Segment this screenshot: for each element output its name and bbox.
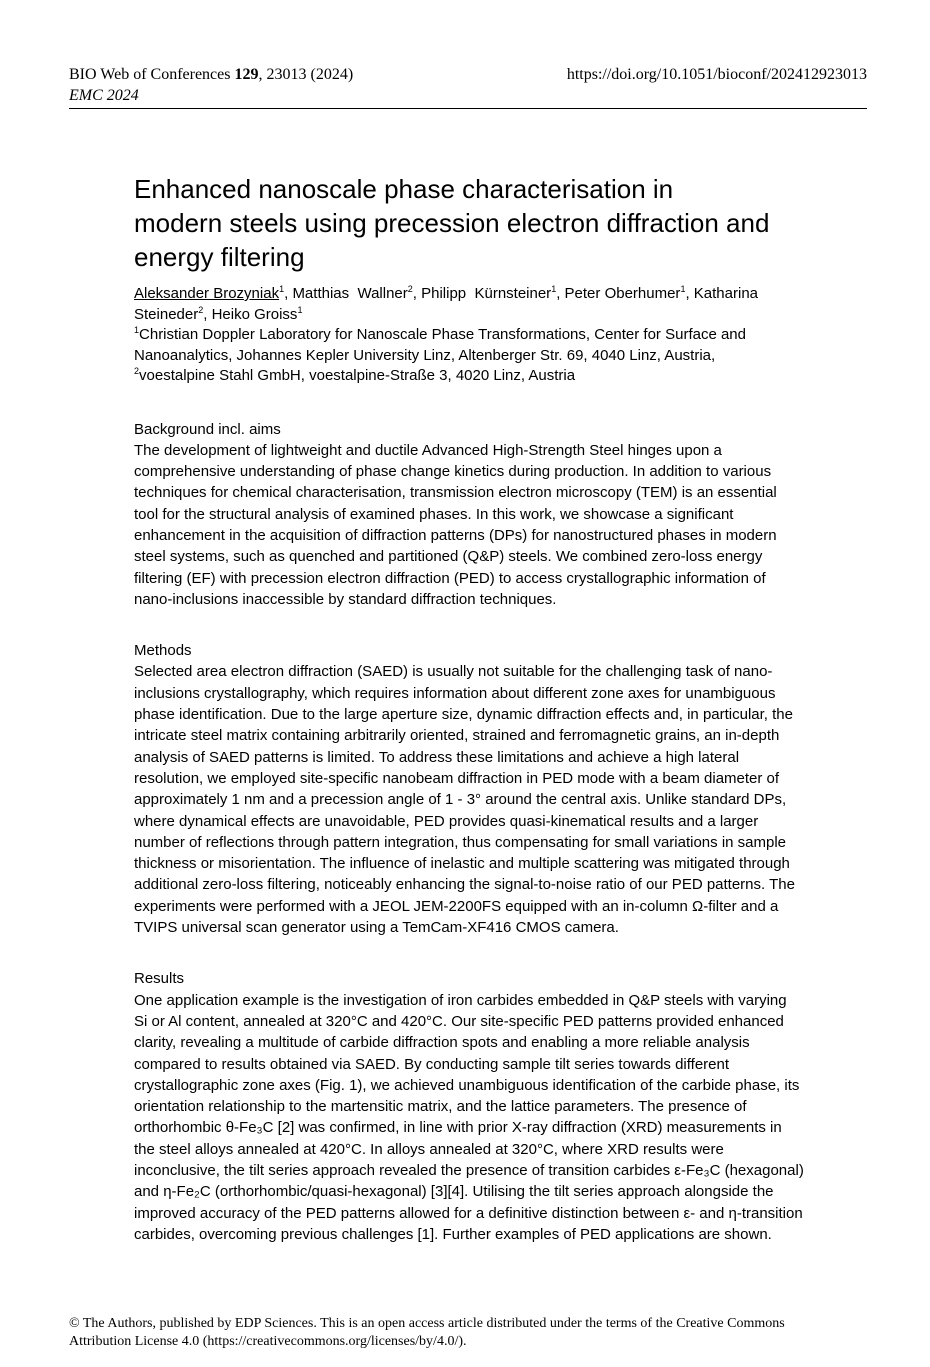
- author-affiliation-mark: 2: [198, 304, 204, 315]
- author-separator: ,: [284, 285, 293, 302]
- author-affiliation-mark: 1: [680, 284, 686, 294]
- author-name: Philipp Kürnsteiner: [421, 285, 552, 302]
- affiliation-1: [134, 325, 804, 366]
- section-methods: [134, 640, 804, 938]
- section-heading: Background incl. aims: [134, 420, 281, 438]
- author-separator: ,: [412, 285, 422, 302]
- journal-name: BIO Web of Conferences: [69, 66, 235, 83]
- author-list: [134, 284, 804, 325]
- license-line-2: Attribution License 4.0 (https://creativecommons.org/licenses/by/4.0/).: [69, 1334, 467, 1349]
- author-affiliation-mark: 1: [297, 304, 303, 315]
- header-divider: [69, 108, 867, 109]
- section-paragraph: Selected area electron diffraction (SAED) is usually not suitable for the challenging task of nano-inclusions crystallography, which requires information about different zone axes for unambiguous phase identification. Due to the large aperture size, dynamic diffraction effects and, in particular, the intricate steel matrix containing arbitrarily oriented, strained and ferromagnetic grains, an in-depth analysis of SAED patterns is limited. To address these limitations and achieve a high lateral resolution, we employed site-specific nanobeam diffraction in PED mode with a beam diameter of approximately 1 nm and a precession angle of 1 - 3° around the central axis. Unlike standard DPs, where dynamical effects are unavoidable, PED provides quasi-kinematical results and a larger number of reflections through pattern integration, thus compensating for small variations in sample thickness or misorientation. The influence of inelastic and multiple scattering was mitigated through additional zero-loss filtering, noticeably enhancing the signal-to-noise ratio of our PED patterns. The experiments were performed with a JEOL JEM-2200FS equipped with an in-column Ω-filter and a TVIPS universal scan generator using a TemCam-XF416 CMOS camera.: [134, 663, 795, 937]
- section-background: [134, 419, 804, 611]
- affiliation-list: [134, 325, 804, 387]
- author-name: Matthias Wallner: [292, 285, 408, 302]
- title-line-3: energy filtering: [134, 242, 305, 272]
- author-name: Aleksander Brozyniak: [134, 285, 280, 302]
- affiliation-number: 2: [134, 366, 140, 376]
- license-line-1: © The Authors, published by EDP Sciences. This is an open access article distributed under the terms of the Creative Commons: [69, 1316, 785, 1331]
- section-heading: Methods: [134, 642, 192, 660]
- section-results: [134, 968, 804, 1245]
- author-separator: ,: [685, 285, 694, 302]
- affiliation-text: Christian Doppler Laboratory for Nanoscale Phase Transformations, Center for Surface and Nanoanalytics, Johannes Kepler University Linz, Altenberger Str. 69, 4040 Linz, Austria,: [134, 326, 746, 364]
- article-number: , 23013 (2024): [258, 66, 354, 83]
- author-affiliation-mark: 2: [407, 284, 413, 294]
- affiliation-number: 1: [134, 325, 140, 335]
- author-name: Heiko Groiss: [211, 305, 298, 323]
- author-affiliation-mark: 1: [279, 284, 285, 294]
- section-heading: Results: [134, 970, 185, 988]
- author-affiliation-mark: 1: [551, 284, 557, 294]
- article-body: [134, 172, 804, 1245]
- journal-volume: 129: [234, 66, 259, 83]
- author-separator: ,: [203, 305, 212, 323]
- doi-link[interactable]: https://doi.org/10.1051/bioconf/202412923013: [566, 66, 867, 83]
- author-name: Katharina Steineder: [134, 285, 759, 323]
- conference-name: EMC 2024: [69, 87, 139, 104]
- license-footer: [69, 1315, 869, 1351]
- title-line-1: Enhanced nanoscale phase characterisation in: [134, 174, 674, 204]
- affiliation-text: voestalpine Stahl GmbH, voestalpine-Straße 3, 4020 Linz, Austria: [139, 367, 576, 384]
- section-paragraph: One application example is the investigation of iron carbides embedded in Q&P steels with varying Si or Al content, annealed at 320°C and 420°C. Our site-specific PED patterns provided enhanced clarity, revealing a multitude of carbide diffraction spots and enabling a more reliable analysis compared to results obtained via SAED. By conducting sample tilt series towards different crystallographic zone axes (Fig. 1), we achieved unambiguous identification of the carbide phase, its orientation relationship to the martensitic matrix, and the lattice parameters. The presence of orthorhombic θ-Fe₃C [2] was confirmed, in line with prior X-ray diffraction (XRD) measurements in the steel alloys annealed at 420°C. In alloys annealed at 320°C, where XRD results were inconclusive, the tilt series approach revealed the presence of transition carbides ε-Fe₃C (hexagonal) and η-Fe₂C (orthorhombic/quasi-hexagonal) [3][4]. Utilising the tilt series approach alongside the improved accuracy of the PED patterns allowed for a definitive distinction between ε- and η-transition carbides, overcoming previous challenges [1]. Further examples of PED applications are shown.: [134, 991, 804, 1243]
- title-line-2: modern steels using precession electron diffraction and: [134, 208, 770, 238]
- affiliation-2: [134, 366, 804, 387]
- author-separator: ,: [556, 285, 565, 302]
- author-name: Peter Oberhumer: [564, 285, 681, 302]
- article-title: [134, 172, 804, 274]
- section-paragraph: The development of lightweight and ductile Advanced High-Strength Steel hinges upon a comprehensive understanding of phase change kinetics during production. In addition to various techniques for chemical characterisation, transmission electron microscopy (TEM) is an essential tool for the structural analysis of examined phases. In this work, we showcase a significant enhancement in the acquisition of diffraction patterns (DPs) for nanostructured phases in modern steel systems, such as quenched and partitioned (Q&P) steels. We combined zero-loss energy filtering (EF) with precession electron diffraction (PED) to access crystallographic information of nano-inclusions inaccessible by standard diffraction techniques.: [134, 441, 777, 608]
- journal-citation: [69, 64, 353, 85]
